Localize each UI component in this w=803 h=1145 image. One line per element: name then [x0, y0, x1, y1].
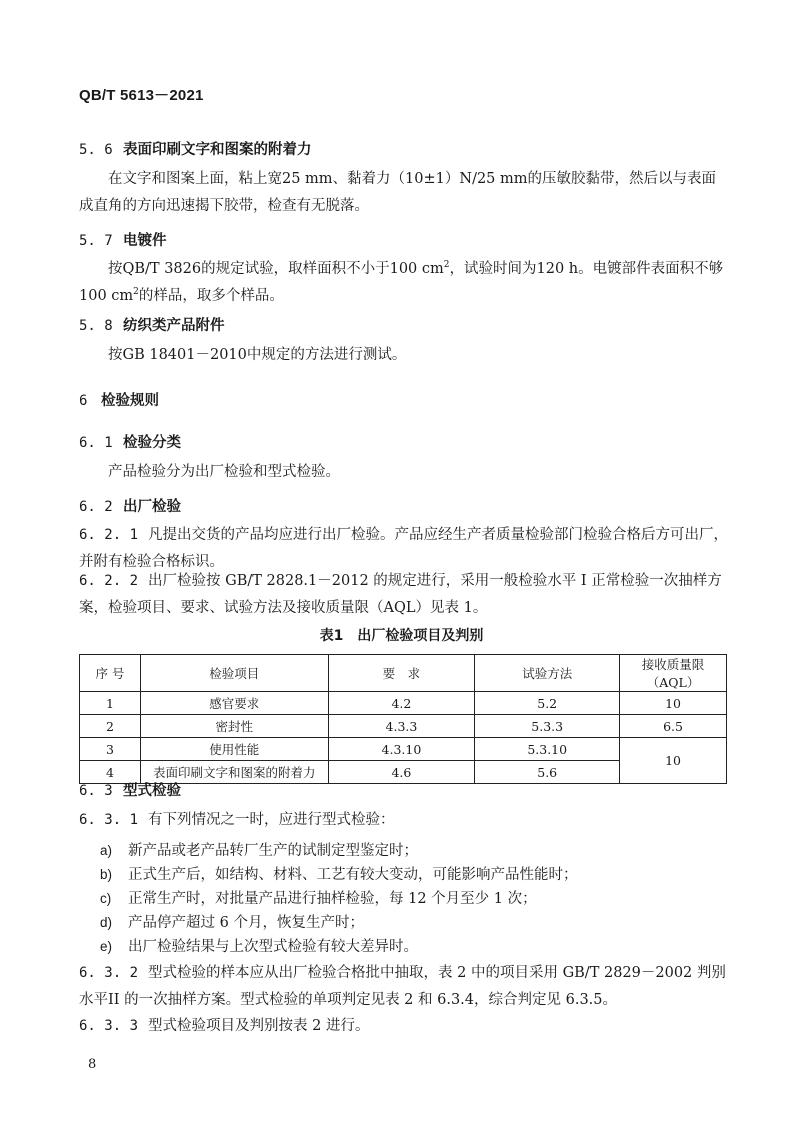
clause-text: 型式检验的样本应从出厂检验合格批中抽取，表 2 中的项目采用 GB/T 2829－2002 判别水平II 的一次抽样方案。型式检验的单项判定见表 2 和 6.3.4，综合判定见 6.3.5。: [79, 965, 726, 1008]
section-title: 检验分类: [123, 435, 181, 451]
table-row: [80, 715, 727, 738]
list-marker: e): [100, 939, 113, 954]
list-text: 正常生产时，对批量产品进行抽样检验，每 12 个月至少 1 次；: [128, 891, 537, 907]
list-text: 出厂检验结果与上次型式检验有较大差异时。: [128, 939, 418, 955]
section-heading-6-2: [79, 495, 181, 516]
cell-aql: 6.5: [620, 715, 727, 738]
section-body-5-8: 按GB 18401－2010中规定的方法进行测试。: [108, 347, 407, 363]
list-marker: b): [100, 867, 113, 882]
section-number: 6. 2: [79, 499, 113, 515]
cell-seq: 1: [80, 692, 141, 715]
header-cell: 接收质量限（AQL）: [620, 655, 727, 692]
clause-number: 6. 3. 3: [79, 1018, 139, 1034]
header-cell: 序 号: [80, 655, 141, 692]
list-item-c: [100, 887, 537, 908]
cell-item: 感官要求: [140, 692, 328, 715]
inspection-table: [79, 654, 727, 784]
standard-code: QB/T 5613－2021: [79, 87, 204, 104]
list-item-e: [100, 935, 418, 956]
chapter-heading-6: [79, 389, 159, 410]
clause-6-3-3: [79, 1013, 729, 1040]
section-number: 5. 8: [79, 318, 113, 334]
list-item-b: [100, 863, 578, 884]
clause-6-3-1: [79, 807, 729, 834]
clause-text: 出厂检验按 GB/T 2828.1－2012 的规定进行，采用一般检验水平 I 正常检验一次抽样方案，检验项目、要求、试验方法及接收质量限（AQL）见表 1。: [79, 573, 722, 616]
table-row: [80, 692, 727, 715]
list-text: 新产品或老产品转厂生产的试制定型鉴定时；: [128, 843, 418, 859]
cell-method: 5.2: [475, 692, 620, 715]
table-header-row: [80, 655, 727, 692]
clause-text: 有下列情况之一时，应进行型式检验：: [148, 812, 395, 828]
cell-item: 密封性: [140, 715, 328, 738]
list-text: 正式生产后，如结构、材料、工艺有较大变动，可能影响产品性能时；: [128, 867, 578, 883]
clause-number: 6. 3. 2: [79, 965, 139, 981]
cell-aql: 10: [620, 692, 727, 715]
section-heading-5-7: [79, 229, 167, 250]
clause-6-3-2: [79, 960, 729, 1014]
clause-number: 6. 3. 1: [79, 812, 139, 828]
section-title: 出厂检验: [123, 499, 181, 515]
clause-text: 凡提出交货的产品均应进行出厂检验。产品应经生产者质量检验部门检验合格后方可出厂，并附有检验合格标识。: [79, 527, 729, 570]
cell-requirement: 4.6: [328, 761, 475, 784]
section-title: 纺织类产品附件: [123, 318, 225, 334]
list-text: 产品停产超过 6 个月，恢复生产时；: [128, 915, 364, 931]
section-body-6-1: 产品检验分为出厂检验和型式检验。: [108, 464, 340, 480]
page-number: 8: [88, 1057, 97, 1072]
cell-method: 5.3.10: [475, 738, 620, 761]
cell-seq: 4: [80, 761, 141, 784]
chapter-title: 检验规则: [101, 393, 159, 409]
superscript: 2: [133, 287, 139, 298]
cell-method: 5.3.3: [475, 715, 620, 738]
section-number: 5. 7: [79, 233, 113, 249]
list-marker: a): [100, 843, 113, 858]
cell-requirement: 4.3.3: [328, 715, 475, 738]
chapter-number: 6: [79, 393, 88, 409]
cell-item: 使用性能: [140, 738, 328, 761]
body-text: 的样品，取多个样品。: [138, 288, 284, 304]
section-heading-6-1: [79, 431, 181, 452]
section-body-5-7: [79, 256, 729, 310]
list-marker: d): [100, 915, 113, 930]
table-title: 表1 出厂检验项目及判别: [319, 628, 484, 644]
section-body-5-6: 在文字和图案上面，粘上宽25 mm、黏着力（10±1）N/25 mm的压敏胶黏带，然后以与表面成直角的方向迅速揭下胶带，检查有无脱落。: [79, 171, 717, 214]
body-text: 按QB/T 3826的规定试验，取样面积不小于100 cm: [108, 261, 444, 277]
section-number: 6. 1: [79, 435, 113, 451]
section-title: 表面印刷文字和图案的附着力: [123, 142, 312, 158]
cell-method: 5.6: [475, 761, 620, 784]
section-number: 6. 3: [79, 783, 113, 799]
cell-seq: 2: [80, 715, 141, 738]
list-item-a: [100, 839, 418, 860]
header-cell: 要 求: [328, 655, 475, 692]
clause-text: 型式检验项目及判别按表 2 进行。: [148, 1018, 370, 1034]
section-heading-5-6: [79, 138, 312, 159]
cell-seq: 3: [80, 738, 141, 761]
section-number: 5. 6: [79, 142, 113, 158]
cell-requirement: 4.2: [328, 692, 475, 715]
list-item-d: [100, 911, 364, 932]
cell-item: 表面印刷文字和图案的附着力: [140, 761, 328, 784]
section-heading-5-8: [79, 314, 225, 335]
cell-aql-merged: 10: [620, 738, 727, 784]
body-text: ，试验时间为120 h。电镀部件表面积不够100 cm: [79, 261, 724, 304]
superscript: 2: [443, 260, 450, 271]
section-heading-6-3: [79, 779, 181, 800]
section-title: 型式检验: [123, 783, 181, 799]
section-title: 电镀件: [123, 233, 167, 249]
clause-6-2-2: [79, 568, 729, 622]
table-row: [80, 738, 727, 761]
header-cell: 检验项目: [140, 655, 328, 692]
header-cell: 试验方法: [475, 655, 620, 692]
clause-number: 6. 2. 1: [79, 527, 139, 543]
cell-requirement: 4.3.10: [328, 738, 475, 761]
clause-number: 6. 2. 2: [79, 573, 139, 589]
list-marker: c): [100, 891, 112, 906]
